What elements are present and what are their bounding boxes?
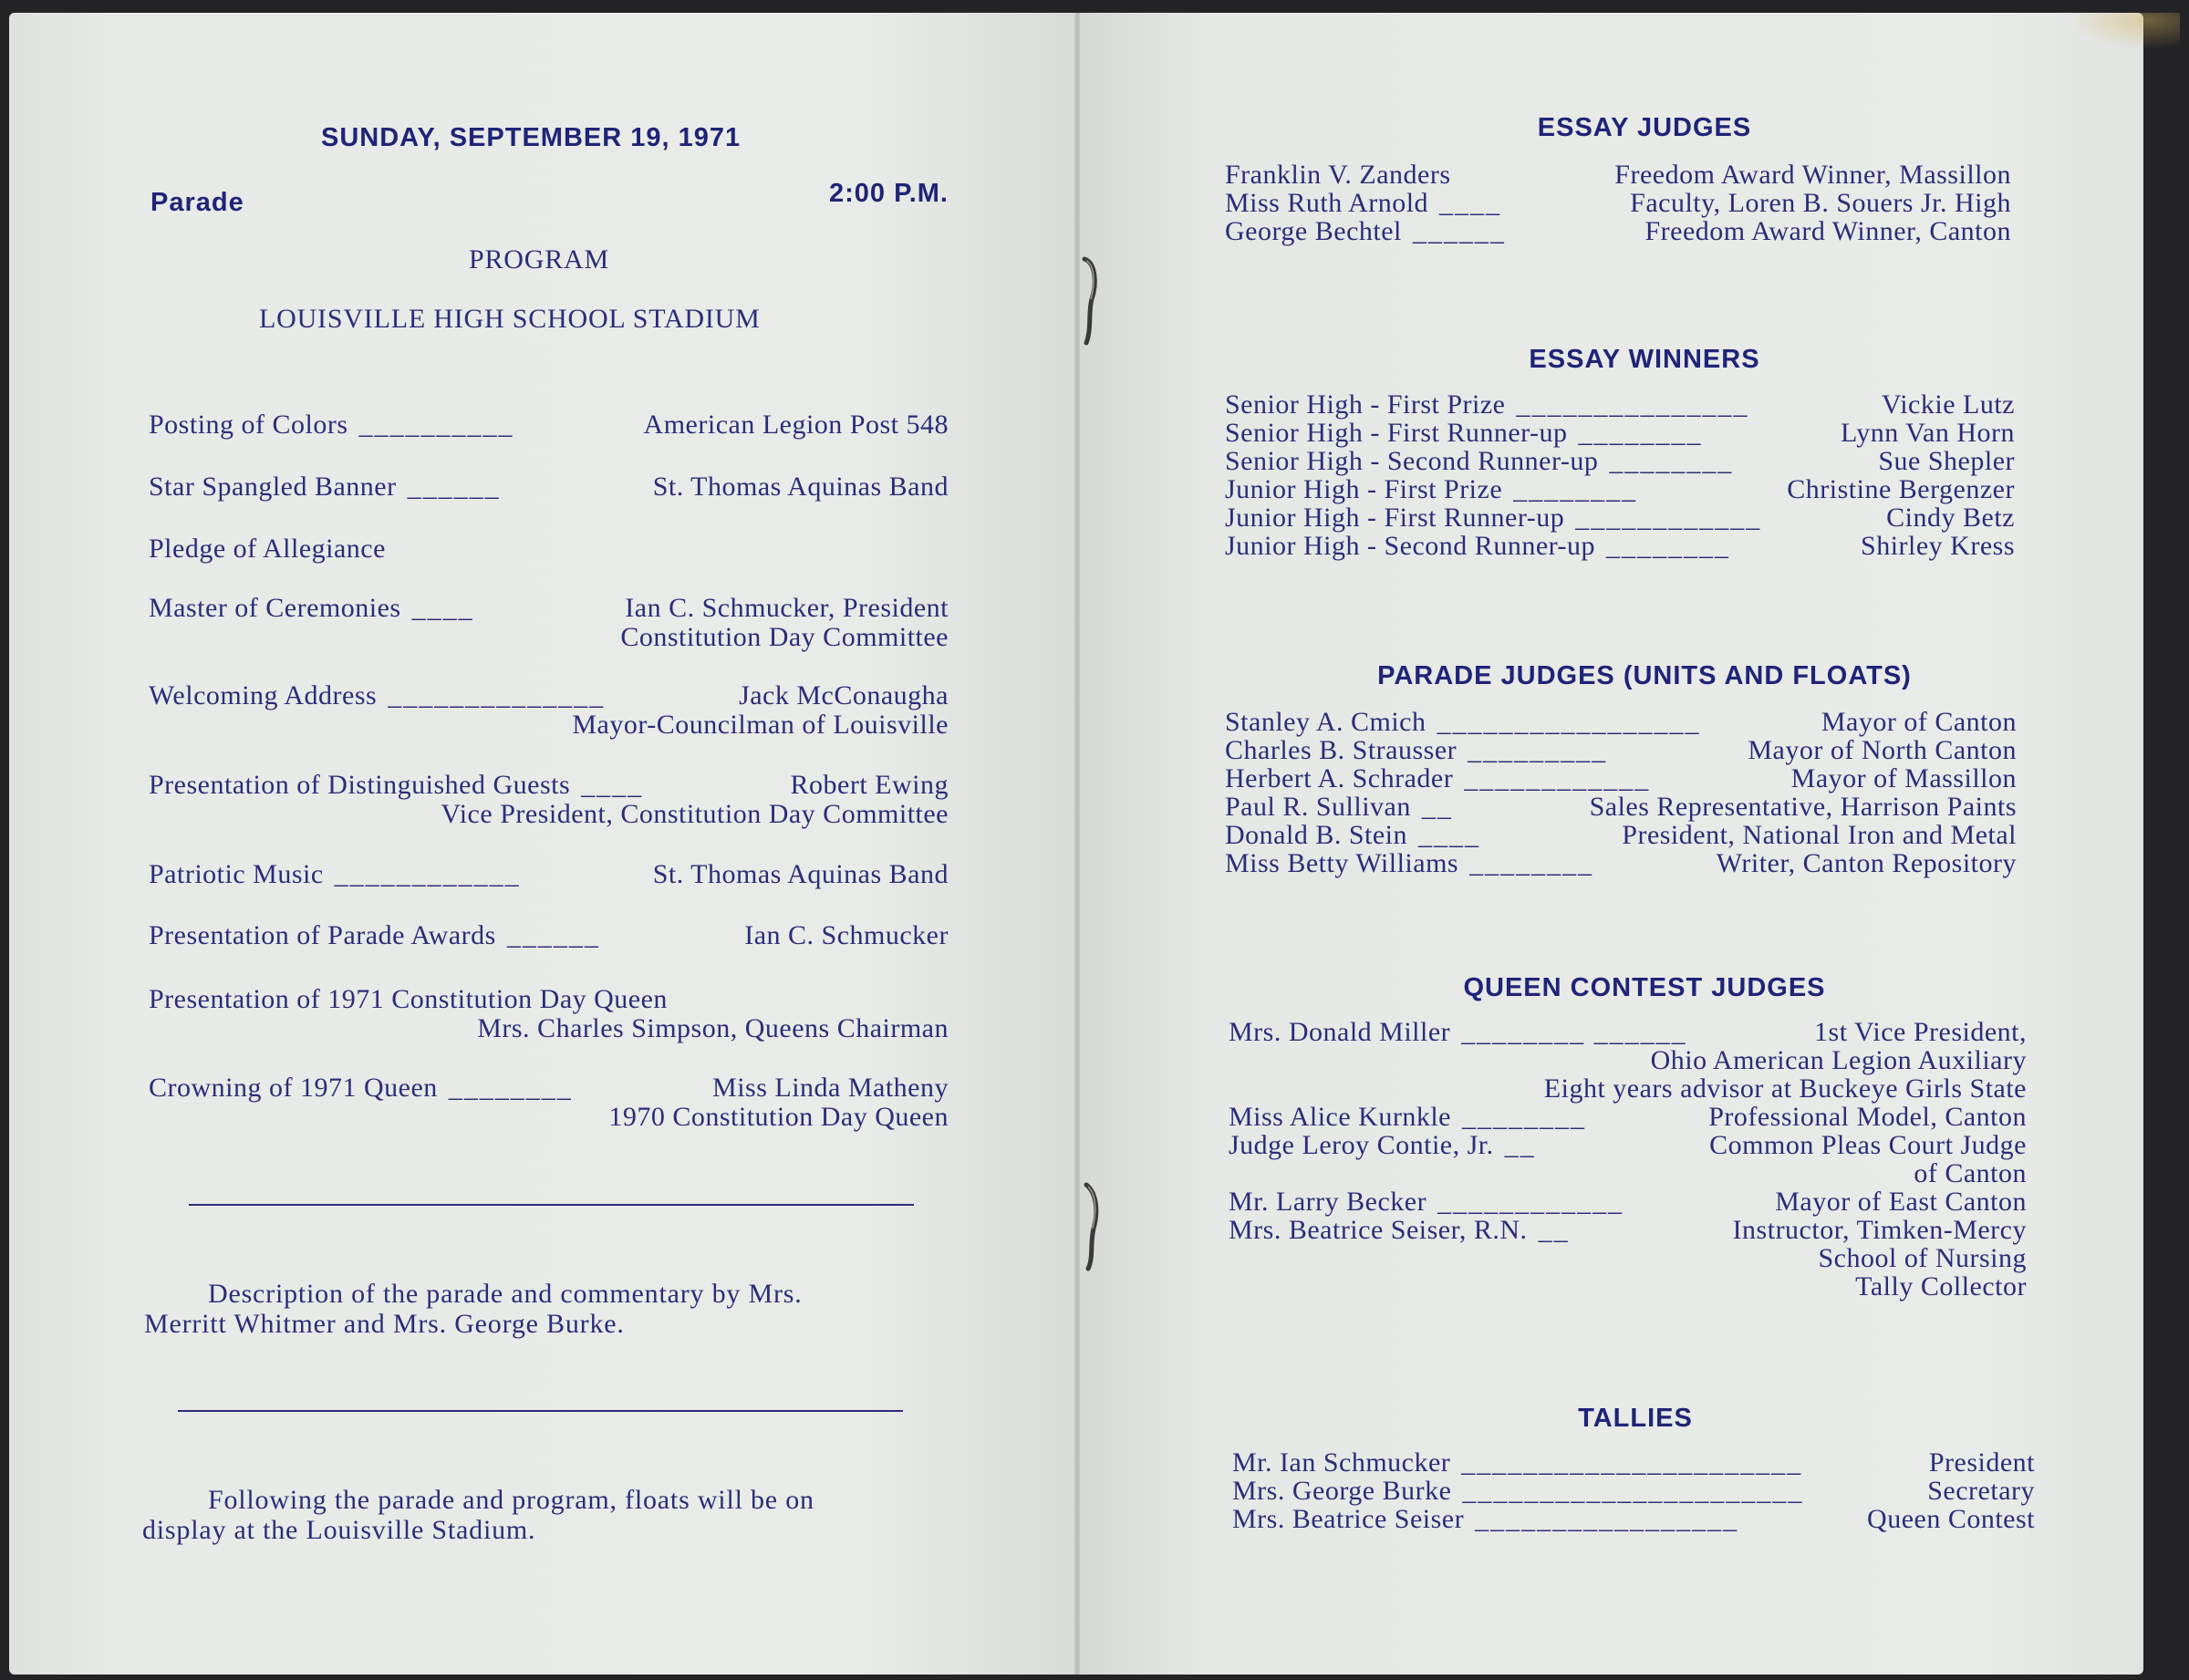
- list-item: Mrs. George Burke ______________________ Secretary: [1232, 1476, 2035, 1506]
- list-item-continuation: Eight years advisor at Buckeye Girls State: [1543, 1073, 2027, 1104]
- program-item: Presentation of Parade Awards ______ Ian C. Schmucker: [149, 920, 949, 950]
- list-item: Junior High - Second Runner-up ________ Shirley Kress: [1225, 531, 2015, 561]
- staple-bottom-icon: [1081, 1181, 1101, 1272]
- list-item: Paul R. Sullivan __ Sales Representative, Harrison Paints: [1225, 792, 2017, 822]
- program-item: Patriotic Music ____________ St. Thomas Aquinas Band: [149, 859, 949, 889]
- program-item: Presentation of 1971 Constitution Day Queen Mrs. Charles Simpson, Queens Chairman: [149, 984, 949, 1043]
- queen-judges-list: [1229, 1018, 2027, 1301]
- list-item: George Bechtel ______ Freedom Award Winner, Canton: [1225, 216, 2011, 246]
- program-item: Presentation of Distinguished Guests ____ Robert Ewing Vice President, Constitution Day Committee: [149, 770, 949, 829]
- event-time: 2:00 P.M.: [829, 179, 949, 208]
- program-item: Welcoming Address ______________ Jack McConaugha Mayor-Councilman of Louisville: [149, 680, 949, 740]
- essay-winners-heading: ESSAY WINNERS: [1529, 345, 1760, 374]
- essay-judges-heading: ESSAY JUDGES: [1537, 113, 1752, 142]
- program-item: Posting of Colors __________ American Legion Post 548: [149, 410, 949, 440]
- list-item: Mr. Larry Becker ____________ Mayor of East Canton: [1229, 1187, 2027, 1217]
- divider-rule: [178, 1410, 903, 1412]
- list-item: Miss Betty Williams ________ Writer, Canton Repository: [1225, 848, 2017, 878]
- essay-winners-list: [1225, 390, 2015, 560]
- list-item: Mr. Ian Schmucker ______________________ President: [1232, 1447, 2035, 1478]
- staple-top-icon: [1081, 255, 1101, 347]
- program-title: PROGRAM: [469, 244, 609, 275]
- list-item: Miss Alice Kurnkle ________ Professional Model, Canton: [1229, 1102, 2027, 1132]
- list-item-continuation: Ohio American Legion Auxiliary: [1650, 1045, 2027, 1075]
- venue-title: LOUISVILLE HIGH SCHOOL STADIUM: [259, 304, 761, 334]
- event-label: Parade: [150, 188, 244, 217]
- list-item: Miss Ruth Arnold ____ Faculty, Loren B. Souers Jr. High: [1225, 188, 2011, 218]
- following-line: Following the parade and program, floats will be on: [208, 1485, 814, 1515]
- paper-stain: [2070, 13, 2180, 49]
- date-heading: SUNDAY, SEPTEMBER 19, 1971: [321, 123, 742, 152]
- parade-judges-heading: PARADE JUDGES (UNITS AND FLOATS): [1377, 661, 1912, 690]
- list-item: Charles B. Strausser _________ Mayor of North Canton: [1225, 735, 2017, 765]
- tallies-heading: TALLIES: [1578, 1404, 1693, 1433]
- parade-judges-list: [1225, 708, 2017, 877]
- list-item-continuation: School of Nursing: [1818, 1243, 2027, 1273]
- list-item-continuation: Tally Collector: [1855, 1271, 2027, 1301]
- program-item: Pledge of Allegiance: [149, 534, 386, 564]
- list-item: Mrs. Beatrice Seiser, R.N. __ Instructor, Timken-Mercy: [1229, 1215, 2027, 1245]
- list-item: Stanley A. Cmich _________________ Mayor of Canton: [1225, 707, 2017, 737]
- list-item: Franklin V. Zanders Freedom Award Winner, Massillon: [1225, 160, 2011, 190]
- following-line: display at the Louisville Stadium.: [142, 1515, 536, 1545]
- list-item: Junior High - First Prize ________ Christine Bergenzer: [1225, 474, 2015, 504]
- list-item: Junior High - First Runner-up ____________ Cindy Betz: [1225, 503, 2015, 533]
- list-item: Senior High - First Prize _______________ Vickie Lutz: [1225, 389, 2015, 420]
- list-item: Senior High - Second Runner-up ________ Sue Shepler: [1225, 446, 2015, 476]
- center-fold: [1074, 13, 1080, 1675]
- list-item: Judge Leroy Contie, Jr. __ Common Pleas Court Judge: [1229, 1130, 2027, 1160]
- list-item: Donald B. Stein ____ President, National Iron and Metal: [1225, 820, 2017, 850]
- program-item: Star Spangled Banner ______ St. Thomas Aquinas Band: [149, 472, 949, 502]
- program-item: Master of Ceremonies ____ Ian C. Schmucker, President Constitution Day Committee: [149, 593, 949, 652]
- list-item: Mrs. Beatrice Seiser _________________ Queen Contest: [1232, 1504, 2035, 1534]
- program-item: Crowning of 1971 Queen ________ Miss Linda Matheny 1970 Constitution Day Queen: [149, 1073, 949, 1132]
- list-item: Herbert A. Schrader ____________ Mayor of Massillon: [1225, 763, 2017, 793]
- divider-rule: [189, 1204, 914, 1206]
- queen-judges-heading: QUEEN CONTEST JUDGES: [1463, 973, 1826, 1002]
- list-item: Mrs. Donald Miller ________ ______ 1st Vice President,: [1229, 1017, 2027, 1047]
- description-line: Description of the parade and commentary by Mrs.: [208, 1279, 803, 1309]
- list-item-continuation: of Canton: [1914, 1158, 2027, 1188]
- essay-judges-list: [1225, 161, 2011, 245]
- tallies-list: [1232, 1448, 2035, 1533]
- list-item: Senior High - First Runner-up ________ Lynn Van Horn: [1225, 418, 2015, 448]
- description-line: Merritt Whitmer and Mrs. George Burke.: [144, 1309, 625, 1339]
